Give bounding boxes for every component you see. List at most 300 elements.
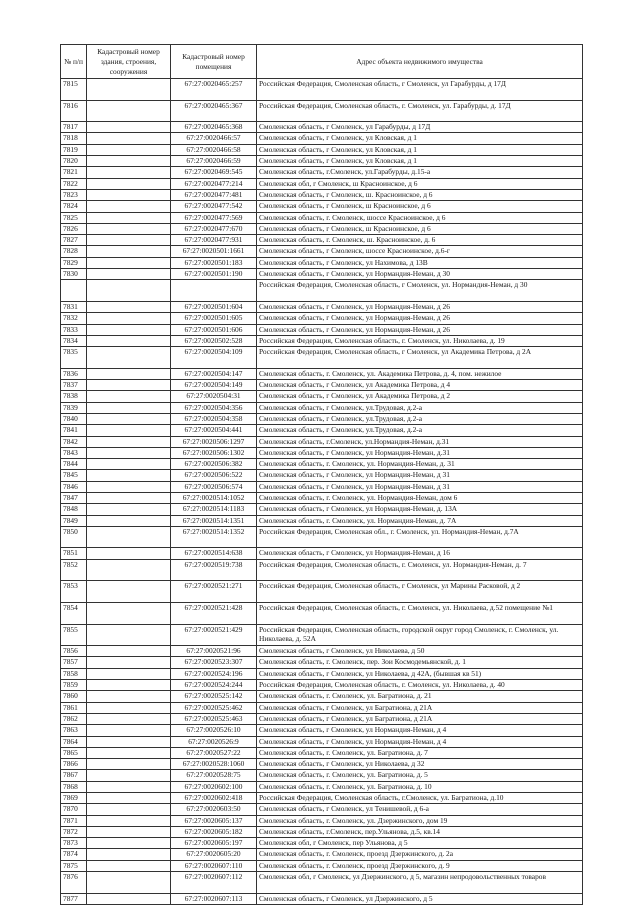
row-number: 7827 — [61, 235, 87, 246]
building-cadastral-number — [87, 313, 171, 324]
building-cadastral-number — [87, 447, 171, 458]
building-cadastral-number — [87, 872, 171, 894]
table-row — [61, 470, 583, 481]
row-number: 7816 — [61, 100, 87, 122]
room-cadastral-number: 67:27:0020506:522 — [171, 470, 257, 481]
room-cadastral-number: 67:27:0020501:606 — [171, 324, 257, 335]
room-cadastral-number: 67:27:0020506:382 — [171, 459, 257, 470]
room-cadastral-number: 67:27:0020523:307 — [171, 657, 257, 668]
building-cadastral-number — [87, 548, 171, 559]
property-address: Смоленская область, г. Смоленск, шоссе Красноинское, д 6 — [257, 212, 583, 223]
table-row — [61, 657, 583, 668]
table-row — [61, 156, 583, 167]
property-address: Смоленская область, г Смоленск, ул Нормандия-Неман, д 31 — [257, 481, 583, 492]
table-row — [61, 804, 583, 815]
property-address: Смоленская область, г. Смоленск, ул. Нормандия-Неман, д. 31 — [257, 459, 583, 470]
property-address: Смоленская область, г Смоленск, ул.Трудовая, д.2-а — [257, 425, 583, 436]
room-cadastral-number: 67:27:0020605:182 — [171, 826, 257, 837]
row-number: 7853 — [61, 581, 87, 603]
property-address: Смоленская область, г Смоленск, ул Нормандия-Неман, д 26 — [257, 324, 583, 335]
row-number: 7867 — [61, 770, 87, 781]
room-cadastral-number: 67:27:0020501:183 — [171, 257, 257, 268]
room-cadastral-number: 67:27:0020525:142 — [171, 691, 257, 702]
table-row — [61, 691, 583, 702]
table-row — [61, 781, 583, 792]
building-cadastral-number — [87, 425, 171, 436]
building-cadastral-number — [87, 257, 171, 268]
room-cadastral-number: 67:27:0020528:1060 — [171, 759, 257, 770]
room-cadastral-number: 67:27:0020477:542 — [171, 201, 257, 212]
row-number: 7839 — [61, 402, 87, 413]
room-cadastral-number: 67:27:0020514:1183 — [171, 504, 257, 515]
building-cadastral-number — [87, 347, 171, 369]
room-cadastral-number: 67:27:0020607:113 — [171, 893, 257, 904]
row-number: 7841 — [61, 425, 87, 436]
room-cadastral-number — [171, 280, 257, 302]
table-row — [61, 838, 583, 849]
property-address: Смоленская область, г Смоленск, ул Кловская, д 1 — [257, 133, 583, 144]
building-cadastral-number — [87, 849, 171, 860]
table-row — [61, 246, 583, 257]
table-row — [61, 313, 583, 324]
property-address: Смоленская область, г. Смоленск, пер. Зои Космодемьянской, д. 1 — [257, 657, 583, 668]
property-register-sheet — [60, 44, 582, 905]
row-number: 7838 — [61, 391, 87, 402]
table-row — [61, 770, 583, 781]
table-row — [61, 122, 583, 133]
property-address: Смоленская область, г Смоленск, ул Тенишевой, д 6-а — [257, 804, 583, 815]
table-row — [61, 402, 583, 413]
building-cadastral-number — [87, 470, 171, 481]
table-row — [61, 826, 583, 837]
table-row — [61, 548, 583, 559]
building-cadastral-number — [87, 223, 171, 234]
table-row — [61, 668, 583, 679]
property-address: Российская Федерация, Смоленская область, городской округ город Смоленск, г. Смоленск, ул. Николаева, д. 52А — [257, 624, 583, 646]
property-address: Смоленская область, г.Смоленск, ул.Гарабурды, д.15-а — [257, 167, 583, 178]
row-number: 7822 — [61, 178, 87, 189]
building-cadastral-number — [87, 368, 171, 379]
room-cadastral-number: 67:27:0020527:22 — [171, 747, 257, 758]
row-number: 7845 — [61, 470, 87, 481]
row-number: 7868 — [61, 781, 87, 792]
row-number: 7828 — [61, 246, 87, 257]
building-cadastral-number — [87, 212, 171, 223]
building-cadastral-number — [87, 133, 171, 144]
row-number — [61, 280, 87, 302]
table-row — [61, 425, 583, 436]
property-address: Смоленская область, г. Смоленск, ул. Багратиона, д. 5 — [257, 770, 583, 781]
table-row — [61, 702, 583, 713]
table-row — [61, 380, 583, 391]
room-cadastral-number: 67:27:0020521:428 — [171, 602, 257, 624]
table-row — [61, 368, 583, 379]
row-number: 7842 — [61, 436, 87, 447]
property-address: Смоленская область, г Смоленск, ул Багратиона, д 21А — [257, 702, 583, 713]
room-cadastral-number: 67:27:0020528:75 — [171, 770, 257, 781]
property-address: Смоленская область, г Смоленск, ул Кловская, д 1 — [257, 156, 583, 167]
row-number: 7864 — [61, 736, 87, 747]
property-address: Смоленская область, г Смоленск, ул Николаева, д 42А, (бывшая кв 51) — [257, 668, 583, 679]
property-address: Смоленская область, г Смоленск, ул Нормандия-Неман, д 4 — [257, 736, 583, 747]
row-number: 7819 — [61, 144, 87, 155]
property-address: Российская Федерация, Смоленская область, г.Смоленск, ул. Багратиона, д.10 — [257, 793, 583, 804]
room-cadastral-number: 67:27:0020521:96 — [171, 646, 257, 657]
building-cadastral-number — [87, 759, 171, 770]
table-row — [61, 257, 583, 268]
room-cadastral-number: 67:27:0020506:1302 — [171, 447, 257, 458]
row-number: 7854 — [61, 602, 87, 624]
property-address: Смоленская область, г. Смоленск, ул. Багратиона, д. 10 — [257, 781, 583, 792]
table-header-row — [61, 45, 583, 79]
table-row — [61, 167, 583, 178]
room-cadastral-number: 67:27:0020524:196 — [171, 668, 257, 679]
property-address: Смоленская область, г Смоленск, ул Нормандия-Неман, д 30 — [257, 269, 583, 280]
property-address: Смоленская область, г. Смоленск, ул. Академика Петрова, д. 4, пом. нежилое — [257, 368, 583, 379]
building-cadastral-number — [87, 156, 171, 167]
property-address: Смоленская область, г Смоленск, ул Нормандия-Неман, д 26 — [257, 301, 583, 312]
building-cadastral-number — [87, 770, 171, 781]
row-number: 7876 — [61, 872, 87, 894]
property-address: Российская Федерация, Смоленская область, г. Смоленск, ул. Николаева, д.52 помещение №1 — [257, 602, 583, 624]
building-cadastral-number — [87, 680, 171, 691]
row-number: 7836 — [61, 368, 87, 379]
row-number: 7875 — [61, 860, 87, 871]
room-cadastral-number: 67:27:0020477:569 — [171, 212, 257, 223]
room-cadastral-number: 67:27:0020477:481 — [171, 189, 257, 200]
property-address: Смоленская область, г. Смоленск, ш. Красноинское, д. 6 — [257, 235, 583, 246]
property-address: Смоленская область, г Смоленск, ул Нормандия-Неман, д 26 — [257, 313, 583, 324]
row-number: 7837 — [61, 380, 87, 391]
building-cadastral-number — [87, 235, 171, 246]
table-row — [61, 133, 583, 144]
property-address: Смоленская область, г.Смоленск, пер.Ульянова, д.5, кв.14 — [257, 826, 583, 837]
row-number: 7872 — [61, 826, 87, 837]
table-row — [61, 269, 583, 280]
property-table — [60, 44, 583, 905]
table-row — [61, 335, 583, 346]
header-num: № п/п — [61, 45, 87, 79]
table-row — [61, 492, 583, 503]
room-cadastral-number: 67:27:0020519:738 — [171, 559, 257, 581]
table-row — [61, 235, 583, 246]
header-room-cadastral: Кадастровый номер помещения — [171, 45, 257, 79]
row-number: 7860 — [61, 691, 87, 702]
building-cadastral-number — [87, 725, 171, 736]
row-number: 7844 — [61, 459, 87, 470]
row-number: 7870 — [61, 804, 87, 815]
table-row — [61, 447, 583, 458]
room-cadastral-number: 67:27:0020469:545 — [171, 167, 257, 178]
table-row — [61, 324, 583, 335]
table-row — [61, 581, 583, 603]
property-address: Российская Федерация, Смоленская область, г. Смоленск, ул. Николаева, д. 40 — [257, 680, 583, 691]
property-address: Смоленская область, г Смоленск, ул Дзержинского, д 5 — [257, 893, 583, 904]
room-cadastral-number: 67:27:0020477:931 — [171, 235, 257, 246]
building-cadastral-number — [87, 602, 171, 624]
property-address: Российская Федерация, Смоленская область, г Смоленск, ул Гарабурды, д 17Д — [257, 79, 583, 101]
room-cadastral-number: 67:27:0020603:50 — [171, 804, 257, 815]
room-cadastral-number: 67:27:0020521:271 — [171, 581, 257, 603]
row-number: 7829 — [61, 257, 87, 268]
building-cadastral-number — [87, 657, 171, 668]
table-row — [61, 793, 583, 804]
property-address: Смоленская область, г Смоленск, ул Нормандия-Неман, д 4 — [257, 725, 583, 736]
room-cadastral-number: 67:27:0020524:244 — [171, 680, 257, 691]
row-number: 7851 — [61, 548, 87, 559]
building-cadastral-number — [87, 492, 171, 503]
property-address: Смоленская область, г. Смоленск, ул. Нормандия-Неман, д. 7А — [257, 515, 583, 526]
table-row — [61, 212, 583, 223]
room-cadastral-number: 67:27:0020465:367 — [171, 100, 257, 122]
room-cadastral-number: 67:27:0020521:429 — [171, 624, 257, 646]
room-cadastral-number: 67:27:0020501:605 — [171, 313, 257, 324]
property-address: Смоленская область, г Смоленск, ул Николаева, д 50 — [257, 646, 583, 657]
table-row — [61, 436, 583, 447]
property-address: Смоленская область, г Смоленск, шоссе Красноинское, д.6-г — [257, 246, 583, 257]
building-cadastral-number — [87, 436, 171, 447]
room-cadastral-number: 67:27:0020466:58 — [171, 144, 257, 155]
property-address: Смоленская область, г Смоленск, ул Академика Петрова, д 2 — [257, 391, 583, 402]
table-row — [61, 301, 583, 312]
row-number: 7877 — [61, 893, 87, 904]
room-cadastral-number: 67:27:0020504:441 — [171, 425, 257, 436]
row-number: 7848 — [61, 504, 87, 515]
table-row — [61, 680, 583, 691]
table-row — [61, 602, 583, 624]
table-row — [61, 759, 583, 770]
property-address: Смоленская область, г. Смоленск, ул. Нормандия-Неман, дом 6 — [257, 492, 583, 503]
building-cadastral-number — [87, 280, 171, 302]
property-address: Смоленская область, г. Смоленск, проезд Дзержинского, д. 2а — [257, 849, 583, 860]
building-cadastral-number — [87, 893, 171, 904]
row-number: 7846 — [61, 481, 87, 492]
room-cadastral-number: 67:27:0020514:638 — [171, 548, 257, 559]
room-cadastral-number: 67:27:0020501:1661 — [171, 246, 257, 257]
table-row — [61, 736, 583, 747]
row-number: 7850 — [61, 526, 87, 548]
row-number: 7823 — [61, 189, 87, 200]
building-cadastral-number — [87, 269, 171, 280]
table-row — [61, 849, 583, 860]
property-address: Смоленская область, г Смоленск, ул Нормандия-Неман, д 16 — [257, 548, 583, 559]
building-cadastral-number — [87, 402, 171, 413]
table-row — [61, 178, 583, 189]
building-cadastral-number — [87, 581, 171, 603]
property-address: Смоленская область, г Смоленск, ул Академика Петрова, д 4 — [257, 380, 583, 391]
row-number: 7861 — [61, 702, 87, 713]
row-number: 7857 — [61, 657, 87, 668]
property-address: Смоленская обл, г Смоленск, ш Красноинское, д 6 — [257, 178, 583, 189]
row-number: 7862 — [61, 713, 87, 724]
room-cadastral-number: 67:27:0020602:100 — [171, 781, 257, 792]
building-cadastral-number — [87, 391, 171, 402]
building-cadastral-number — [87, 459, 171, 470]
room-cadastral-number: 67:27:0020504:358 — [171, 413, 257, 424]
property-address: Смоленская обл, г Смоленск, ул Дзержинского, д 5, магазин непродовольственных товаров — [257, 872, 583, 894]
row-number: 7866 — [61, 759, 87, 770]
property-address: Смоленская область, г Смоленск, ул Кловская, д 1 — [257, 144, 583, 155]
property-address: Смоленская область, г Смоленск, ш. Красноинское, д 6 — [257, 189, 583, 200]
row-number: 7818 — [61, 133, 87, 144]
room-cadastral-number: 67:27:0020525:462 — [171, 702, 257, 713]
row-number: 7821 — [61, 167, 87, 178]
room-cadastral-number: 67:27:0020506:1297 — [171, 436, 257, 447]
building-cadastral-number — [87, 481, 171, 492]
table-row — [61, 747, 583, 758]
room-cadastral-number: 67:27:0020605:137 — [171, 815, 257, 826]
room-cadastral-number: 67:27:0020501:604 — [171, 301, 257, 312]
property-address: Российская Федерация, Смоленская область, г. Смоленск, ул. Нормандия-Неман, д. 7 — [257, 559, 583, 581]
building-cadastral-number — [87, 793, 171, 804]
table-row — [61, 201, 583, 212]
room-cadastral-number: 67:27:0020466:59 — [171, 156, 257, 167]
building-cadastral-number — [87, 324, 171, 335]
room-cadastral-number: 67:27:0020605:197 — [171, 838, 257, 849]
building-cadastral-number — [87, 504, 171, 515]
building-cadastral-number — [87, 301, 171, 312]
building-cadastral-number — [87, 804, 171, 815]
building-cadastral-number — [87, 646, 171, 657]
room-cadastral-number: 67:27:0020501:190 — [171, 269, 257, 280]
room-cadastral-number: 67:27:0020514:1351 — [171, 515, 257, 526]
building-cadastral-number — [87, 189, 171, 200]
row-number: 7847 — [61, 492, 87, 503]
row-number: 7830 — [61, 269, 87, 280]
row-number: 7826 — [61, 223, 87, 234]
property-address: Смоленская область, г Смоленск, ул Николаева, д 32 — [257, 759, 583, 770]
table-row — [61, 559, 583, 581]
row-number: 7834 — [61, 335, 87, 346]
row-number: 7835 — [61, 347, 87, 369]
table-row — [61, 79, 583, 101]
property-address: Смоленская область, г Смоленск, ул Багратиона, д 21А — [257, 713, 583, 724]
building-cadastral-number — [87, 815, 171, 826]
row-number: 7849 — [61, 515, 87, 526]
row-number: 7843 — [61, 447, 87, 458]
table-body — [61, 79, 583, 905]
row-number: 7820 — [61, 156, 87, 167]
property-address: Смоленская обл, г Смоленск, пер Ульянова, д 5 — [257, 838, 583, 849]
table-row — [61, 713, 583, 724]
table-row — [61, 481, 583, 492]
room-cadastral-number: 67:27:0020504:356 — [171, 402, 257, 413]
table-row — [61, 347, 583, 369]
room-cadastral-number: 67:27:0020504:109 — [171, 347, 257, 369]
building-cadastral-number — [87, 736, 171, 747]
property-address: Смоленская область, г Смоленск, ул Гарабурды, д 17Д — [257, 122, 583, 133]
building-cadastral-number — [87, 201, 171, 212]
table-row — [61, 144, 583, 155]
building-cadastral-number — [87, 335, 171, 346]
property-address: Российская Федерация, Смоленская обл., г. Смоленск, ул. Нормандия-Неман, д.7А — [257, 526, 583, 548]
room-cadastral-number: 67:27:0020525:463 — [171, 713, 257, 724]
building-cadastral-number — [87, 624, 171, 646]
row-number: 7869 — [61, 793, 87, 804]
property-address: Российская Федерация, Смоленская область, г Смоленск, ул Марины Расковой, д 2 — [257, 581, 583, 603]
building-cadastral-number — [87, 413, 171, 424]
row-number: 7856 — [61, 646, 87, 657]
property-address: Смоленская область, г. Смоленск, ул. Дзержинского, дом 19 — [257, 815, 583, 826]
building-cadastral-number — [87, 100, 171, 122]
property-address: Смоленская область, г Смоленск, ул Нормандия-Неман, д.31 — [257, 447, 583, 458]
row-number: 7833 — [61, 324, 87, 335]
table-row — [61, 872, 583, 894]
row-number: 7873 — [61, 838, 87, 849]
property-address: Российская Федерация, Смоленская область, г Смоленск, ул. Нормандия-Неман, д 30 — [257, 280, 583, 302]
table-row — [61, 860, 583, 871]
table-row — [61, 515, 583, 526]
property-address: Смоленская область, г. Смоленск, проезд Дзержинского, д. 9 — [257, 860, 583, 871]
table-row — [61, 725, 583, 736]
row-number: 7859 — [61, 680, 87, 691]
row-number: 7855 — [61, 624, 87, 646]
table-row — [61, 646, 583, 657]
building-cadastral-number — [87, 122, 171, 133]
property-address: Смоленская область, г Смоленск, ш Красноинское, д 6 — [257, 201, 583, 212]
building-cadastral-number — [87, 747, 171, 758]
row-number: 7825 — [61, 212, 87, 223]
property-address: Смоленская область, г Смоленск, ул.Трудовая, д.2-а — [257, 413, 583, 424]
property-address: Смоленская область, г Смоленск, ул Нормандия-Неман, д 31 — [257, 470, 583, 481]
property-address: Смоленская область, г Смоленск, ул Нахимова, д 13В — [257, 257, 583, 268]
building-cadastral-number — [87, 826, 171, 837]
building-cadastral-number — [87, 79, 171, 101]
property-address: Смоленская область, г.Смоленск, ул.Нормандия-Неман, д.31 — [257, 436, 583, 447]
row-number: 7863 — [61, 725, 87, 736]
room-cadastral-number: 67:27:0020605:20 — [171, 849, 257, 860]
table-row — [61, 280, 583, 302]
building-cadastral-number — [87, 713, 171, 724]
property-address: Российская Федерация, Смоленская область, г. Смоленск, ул. Гарабурды, д. 17Д — [257, 100, 583, 122]
room-cadastral-number: 67:27:0020607:112 — [171, 872, 257, 894]
row-number: 7865 — [61, 747, 87, 758]
property-address: Российская Федерация, Смоленская область, г. Смоленск, ул. Николаева, д. 19 — [257, 335, 583, 346]
building-cadastral-number — [87, 860, 171, 871]
room-cadastral-number: 67:27:0020504:147 — [171, 368, 257, 379]
table-row — [61, 624, 583, 646]
property-address: Смоленская область, г. Смоленск, ул. Багратиона, д. 21 — [257, 691, 583, 702]
row-number: 7832 — [61, 313, 87, 324]
building-cadastral-number — [87, 559, 171, 581]
room-cadastral-number: 67:27:0020514:1352 — [171, 526, 257, 548]
building-cadastral-number — [87, 515, 171, 526]
room-cadastral-number: 67:27:0020502:528 — [171, 335, 257, 346]
building-cadastral-number — [87, 691, 171, 702]
room-cadastral-number: 67:27:0020465:368 — [171, 122, 257, 133]
room-cadastral-number: 67:27:0020477:670 — [171, 223, 257, 234]
row-number: 7840 — [61, 413, 87, 424]
building-cadastral-number — [87, 781, 171, 792]
table-row — [61, 413, 583, 424]
room-cadastral-number: 67:27:0020602:418 — [171, 793, 257, 804]
building-cadastral-number — [87, 167, 171, 178]
property-address: Смоленская область, г Смоленск, ш Красноинское, д 6 — [257, 223, 583, 234]
row-number: 7858 — [61, 668, 87, 679]
room-cadastral-number: 67:27:0020506:574 — [171, 481, 257, 492]
building-cadastral-number — [87, 178, 171, 189]
table-row — [61, 223, 583, 234]
room-cadastral-number: 67:27:0020504:31 — [171, 391, 257, 402]
building-cadastral-number — [87, 702, 171, 713]
table-row — [61, 100, 583, 122]
room-cadastral-number: 67:27:0020526:10 — [171, 725, 257, 736]
building-cadastral-number — [87, 526, 171, 548]
table-row — [61, 391, 583, 402]
building-cadastral-number — [87, 838, 171, 849]
row-number: 7815 — [61, 79, 87, 101]
table-row — [61, 459, 583, 470]
